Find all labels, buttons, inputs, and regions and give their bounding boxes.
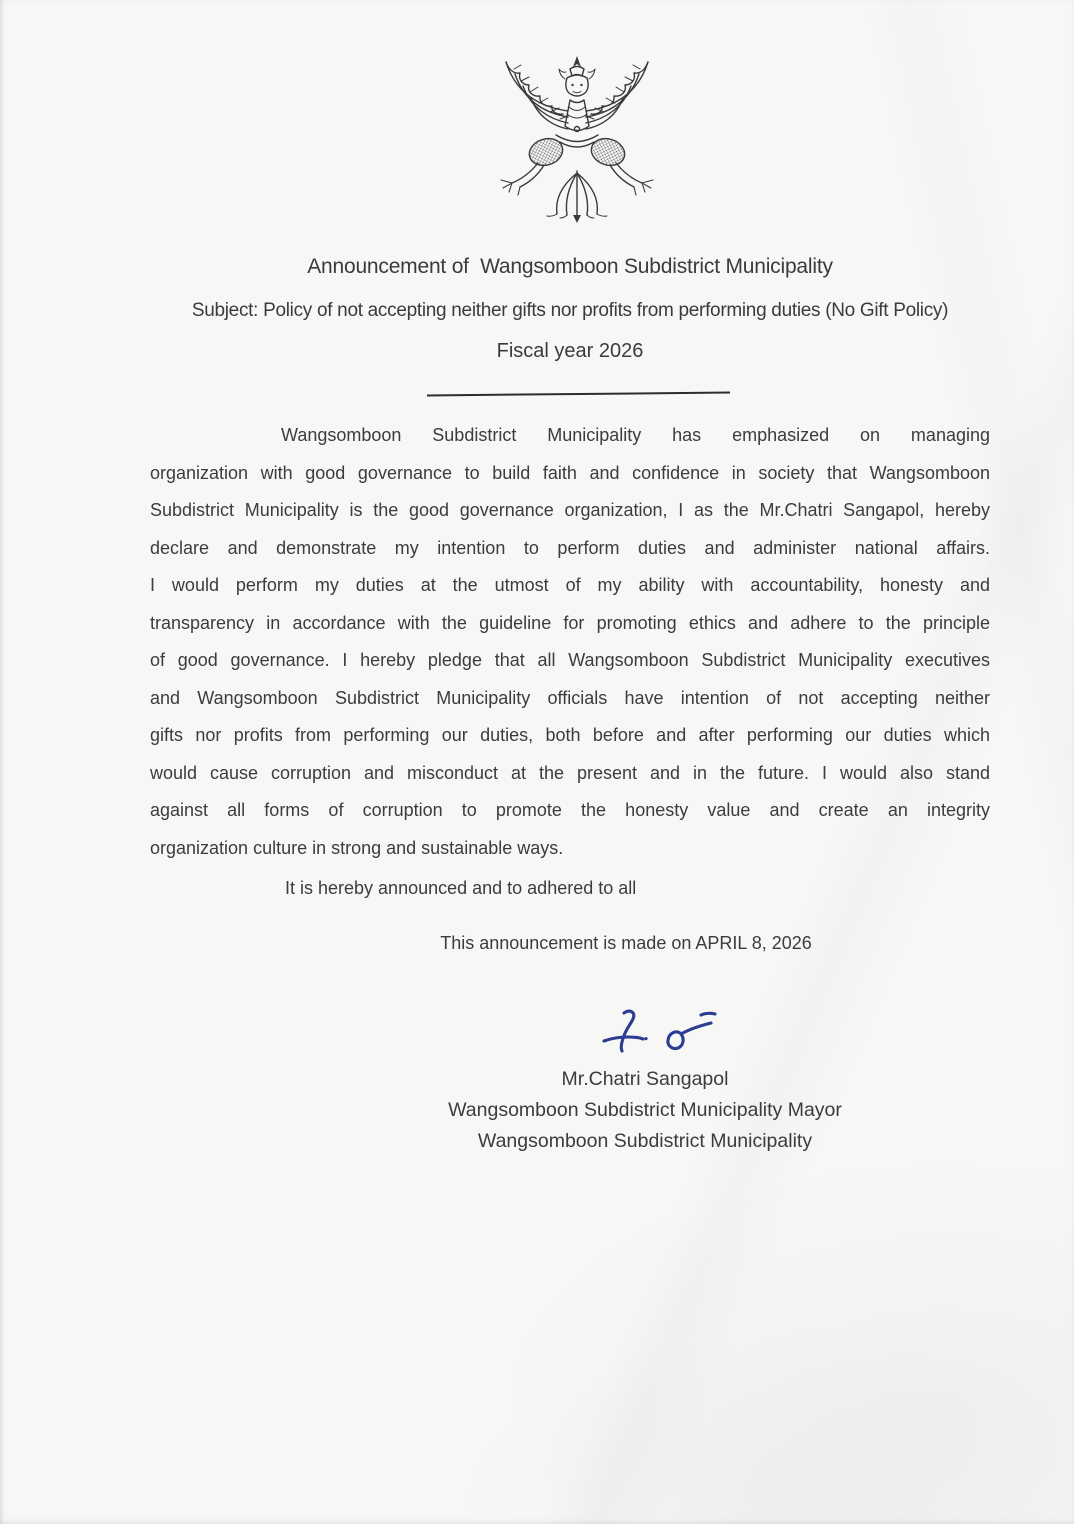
closing-line: It is hereby announced and to adhered to all <box>285 878 637 898</box>
body-text-line: Subdistrict Municipality is the good governance organization, I as the Mr.Chatri Sangapol, hereby <box>150 500 990 520</box>
body-text-line: gifts nor profits from performing our duties, both before and after performing our duties which <box>150 725 990 745</box>
body-text-line: declare and demonstrate my intention to perform duties and administer national affairs. <box>150 537 990 558</box>
signer-name: Mr.Chatri Sangapol <box>561 1068 729 1090</box>
announcement-body <box>150 417 990 867</box>
body-text-line: I would perform my duties at the utmost of my ability with accountability, honesty and <box>150 575 990 595</box>
divider-line <box>427 392 730 397</box>
body-text-line: would cause corruption and misconduct at the present and in the future. I would also stand <box>150 762 990 783</box>
garuda-emblem-icon <box>472 53 682 233</box>
signer-organization: Wangsomboon Subdistrict Municipality <box>477 1130 813 1152</box>
body-text-line: against all forms of corruption to promote the honesty value and create an integrity <box>150 800 990 820</box>
body-text-line: of good governance. I hereby pledge that all Wangsomboon Subdistrict Municipality executives <box>150 650 990 670</box>
date-line: This announcement is made on APRIL 8, 2026 <box>440 933 812 953</box>
body-text-line: Wangsomboon Subdistrict Municipality has emphasized on managing <box>281 425 990 445</box>
body-text-line: organization with good governance to build faith and confidence in society that Wangsomboon <box>150 462 990 483</box>
subject-line: Subject: Policy of not accepting neither gifts nor profits from performing duties (No Gift Policy) <box>191 300 949 321</box>
signature-ink-icon <box>379 1004 945 1064</box>
fiscal-year-line: Fiscal year 2026 <box>496 340 644 362</box>
signer-title: Wangsomboon Subdistrict Municipality Mayor <box>448 1099 842 1121</box>
body-text-line: transparency in accordance with the guideline for promoting ethics and adhere to the principle <box>150 612 990 633</box>
announcement-title: Announcement of Wangsomboon Subdistrict Municipality <box>307 255 833 278</box>
body-text-line: organization culture in strong and sustainable ways. <box>150 837 564 858</box>
body-text-line: and Wangsomboon Subdistrict Municipality officials have intention of not accepting neither <box>150 687 990 708</box>
signature-block <box>345 1004 945 1157</box>
